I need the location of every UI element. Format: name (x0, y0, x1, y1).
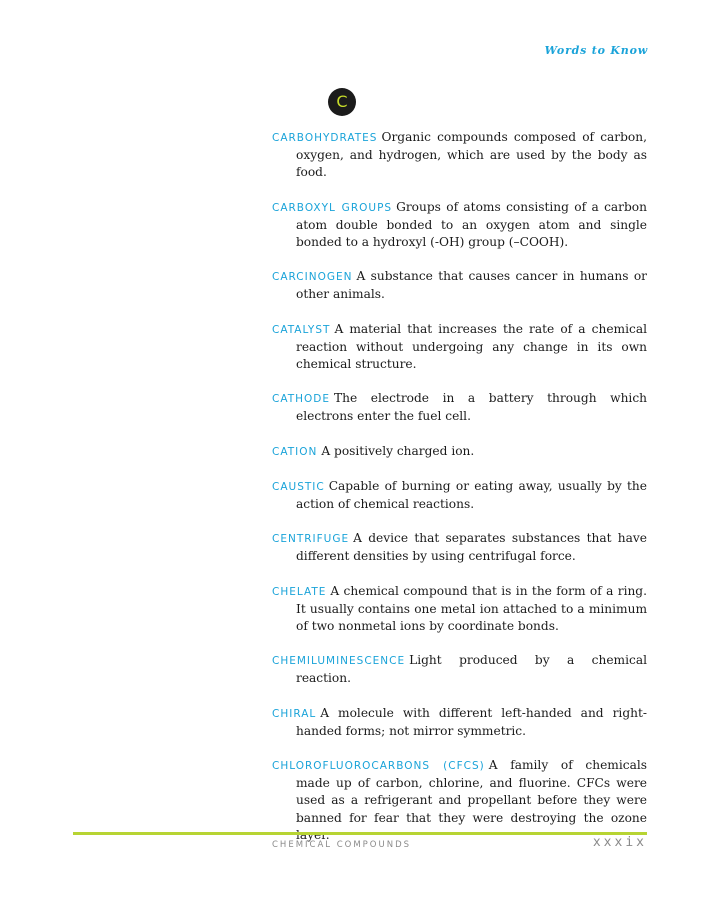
glossary-definition: Capable of burning or eating away, usually by the action of chemical reactions. (296, 478, 647, 512)
glossary-term: CHEMILUMINESCENCE (272, 655, 406, 668)
glossary-definition: A substance that causes cancer in humans or other animals. (296, 269, 647, 302)
glossary-entry (272, 530, 647, 565)
glossary-definition: Light produced by a chemical reaction. (296, 653, 647, 686)
glossary-definition: A positively charged ion. (321, 443, 475, 458)
glossary-entry (272, 652, 647, 687)
glossary-term: CATHODE (272, 393, 330, 406)
glossary-term: CHIRAL (272, 707, 317, 720)
glossary-entry (272, 321, 647, 374)
page-number: xxxix (592, 835, 647, 850)
glossary-entry (272, 390, 647, 425)
glossary-definition: A family of chemicals made up of carbon, chlorine, and fluorine. CFCs were used as a refrigerant and propellant before they were banned for fear that they were destroying the ozone (296, 758, 647, 825)
glossary-entry (272, 199, 647, 252)
glossary-definition: A device that separates substances that have different densities by using centrifugal force. (296, 531, 647, 564)
glossary-list (272, 129, 647, 861)
glossary-term: CATION (272, 445, 318, 458)
glossary-term: CATALYST (272, 323, 331, 336)
glossary-definition: The electrode in a battery through which electrons enter the fuel cell. (296, 391, 647, 424)
glossary-definition: Groups of atoms consisting of a carbon atom double bonded to an oxygen atom and single bonded to a hydroxyl (-OH) group (–COOH). (296, 199, 647, 250)
glossary-entry (272, 705, 647, 740)
footer-divider (73, 832, 647, 835)
glossary-entry (272, 129, 647, 182)
footer-book-title: CHEMICAL COMPOUNDS (272, 840, 412, 850)
glossary-term: CAUSTIC (272, 480, 325, 493)
glossary-entry (272, 583, 647, 636)
glossary-entry (272, 478, 647, 513)
glossary-term: CARBOHYDRATES (272, 132, 378, 144)
glossary-definition: A chemical compound that is in the form of a ring. It usually contains one metal ion attached to a minimum of two nonmetal ions by coordinate bonds. (296, 583, 647, 634)
glossary-term: CHLOROFLUOROCARBONS (CFCS) (272, 760, 485, 773)
glossary-term: CARCINOGEN (272, 271, 353, 284)
running-head: Words to Know (544, 44, 648, 57)
glossary-definition: Organic compounds composed of carbon, oxygen, and hydrogen, which are used by the body as food. (296, 130, 647, 180)
glossary-entry (272, 268, 647, 303)
glossary-definition: A material that increases the rate of a chemical reaction without undergoing any change in its own chemical structure. (296, 321, 647, 372)
glossary-term: CARBOXYL GROUPS (272, 201, 393, 214)
section-letter-badge: C (328, 88, 356, 116)
glossary-definition: A molecule with different left-handed and right-handed forms; not mirror symmetric. (296, 705, 647, 738)
glossary-term: CENTRIFUGE (272, 533, 350, 546)
glossary-term: CHELATE (272, 585, 327, 598)
glossary-entry (272, 443, 647, 461)
